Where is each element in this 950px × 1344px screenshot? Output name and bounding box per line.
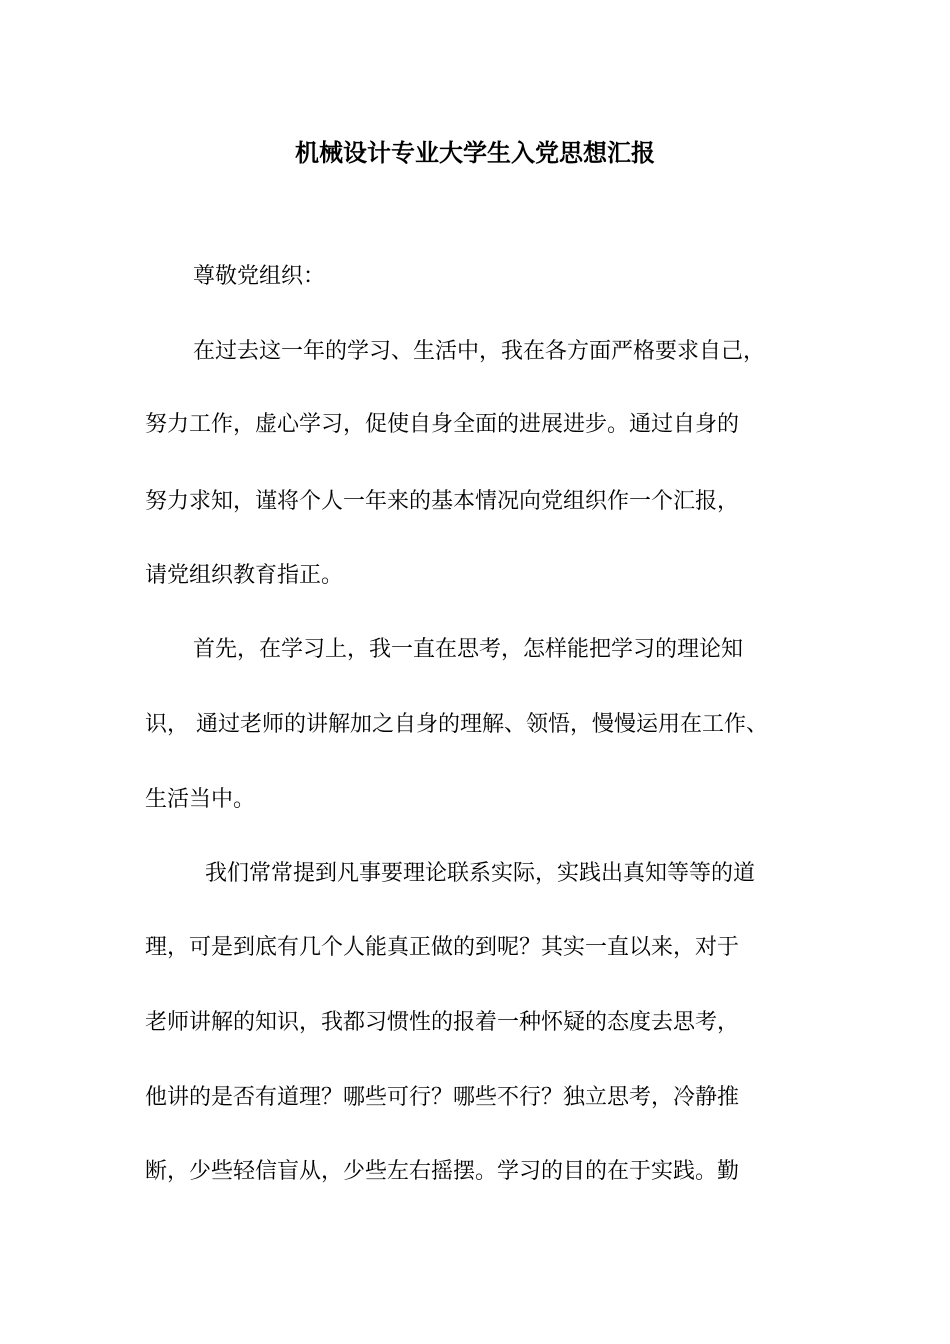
paragraph-line: 断，少些轻信盲从，少些左右摇摆。学习的目的在于实践。勤	[145, 1159, 740, 1184]
paragraph-line: 识， 通过老师的讲解加之自身的理解、领悟，慢慢运用在工作、	[145, 712, 768, 737]
salutation: 尊敬党组织：	[193, 264, 326, 289]
paragraph-line: 努力求知，谨将个人一年来的基本情况向党组织作一个汇报，	[145, 489, 740, 514]
paragraph-line: 努力工作，虚心学习，促使自身全面的进展进步。通过自身的	[145, 412, 740, 437]
paragraph-line: 首先，在学习上，我一直在思考，怎样能把学习的理论知	[193, 637, 744, 662]
document-title: 机械设计专业大学生入党思想汇报	[295, 138, 655, 167]
paragraph-line: 老师讲解的知识，我都习惯性的报着一种怀疑的态度去思考，	[145, 1010, 740, 1035]
paragraph-line: 生活当中。	[145, 787, 256, 812]
paragraph-line: 理，可是到底有几个人能真正做的到呢？其实一直以来，对于	[145, 935, 740, 960]
paragraph-line: 请党组织教育指正。	[145, 563, 344, 588]
paragraph-line: 在过去这一年的学习、生活中，我在各方面严格要求自己，	[193, 339, 766, 364]
paragraph-line: 我们常常提到凡事要理论联系实际，实践出真知等等的道	[205, 861, 756, 886]
paragraph-line: 他讲的是否有道理？哪些可行？哪些不行？独立思考，冷静推	[145, 1085, 740, 1110]
